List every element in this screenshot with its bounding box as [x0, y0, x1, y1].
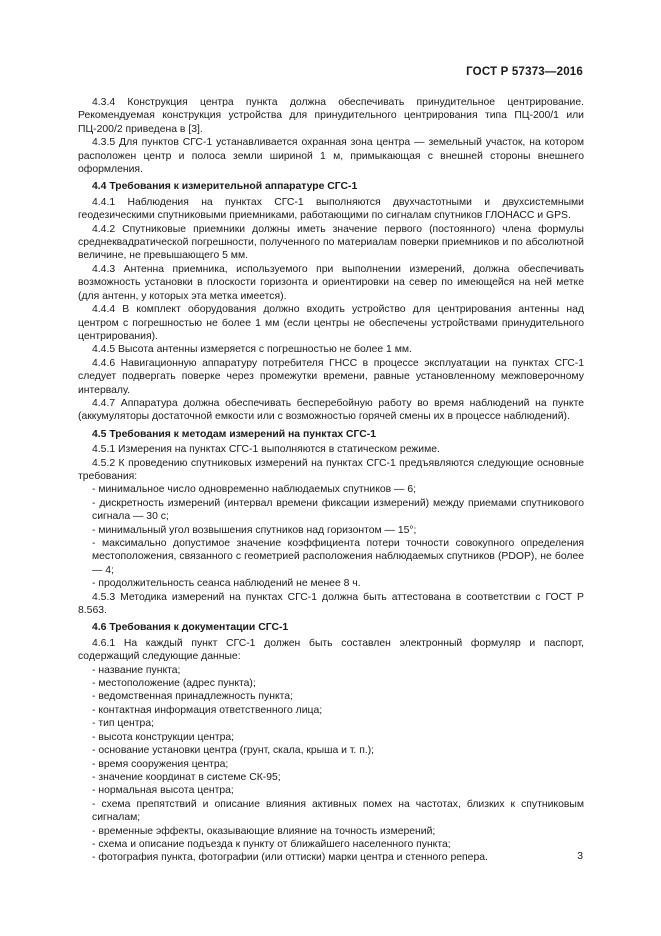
list-item: - основание установки центра (грунт, скала, крыша и т. п.); [92, 745, 375, 757]
paragraph: 4.4.4 В комплект оборудования должно входить устройство для центрирования антенны над центром с погрешностью не более 1 мм (если центры не обеспечены устройствами принудительного центрирования). [78, 304, 584, 342]
paragraph: 4.5.1 Измерения на пунктах СГС-1 выполняются в статическом режиме. [92, 444, 440, 456]
paragraph: 4.6.1 На каждый пункт СГС-1 должен быть составлен электронный формуляр и паспорт, содержащий следующие данные: [78, 637, 584, 663]
list-item: - значение координат в системе СК-95; [92, 771, 281, 783]
list-item: - продолжительность сеанса наблюдений не менее 8 ч. [92, 578, 361, 590]
section-heading: 4.5 Требования к методам измерений на пунктах СГС-1 [92, 428, 377, 440]
list-item: - высота конструкции центра; [92, 731, 235, 743]
list-item: - минимальное число одновременно наблюдаемых спутников — 6; [92, 484, 417, 496]
standard-header: ГОСТ Р 57373—2016 [466, 66, 583, 78]
paragraph: 4.5.2 К проведению спутниковых измерений на пунктах СГС-1 предъявляются следующие основные требования: [78, 457, 584, 482]
list-item: - максимально допустимое значение коэффициента потери точности совокупного определения местоположения, связанного с геометрией расположения наблюдаемых спутников (PDOP), не более — 4; [92, 538, 584, 576]
document-body [78, 96, 584, 865]
list-item: - фотография пункта, фотографии (или оттиски) марки центра и стенного репера. [92, 852, 488, 864]
section-heading: 4.4 Требования к измерительной аппаратуре СГС-1 [92, 181, 358, 193]
list-item: - минимальный угол возвышения спутников над горизонтом — 15°; [92, 524, 417, 536]
list-item: - схема и описание подъезда к пункту от ближайшего населенного пункта; [92, 838, 451, 850]
paragraph: 4.4.3 Антенна приемника, используемого при выполнении измерений, должна обеспечивать возможность установки в плоскости горизонта и ориентировки на север по имеющейся на ней метке (для антенн, у которых эта метка имеется). [78, 263, 584, 302]
list-item: - нормальная высота центра; [92, 785, 234, 797]
list-item: - схема препятствий и описание влияния активных помех на частотах, близких к спутниковым сигналам; [92, 798, 584, 824]
list-item: - тип центра; [92, 718, 154, 730]
paragraph: 4.4.2 Спутниковые приемники должны иметь значение первого (постоянного) члена формулы среднеквадратической погрешности, полученного по материалам поверки приемников и по абсолютной величине, не превышающего 5 мм. [78, 223, 584, 262]
paragraph: 4.4.1 Наблюдения на пунктах СГС-1 выполняются двухчастотными и двухсистемными геодезическими спутниковыми приемниками, работающими по сигналам спутников ГЛОНАСС и GPS. [78, 196, 584, 222]
list-item: - контактная информация ответственного лица; [92, 704, 323, 716]
paragraph: 4.4.5 Высота антенны измеряется с погрешностью не более 1 мм. [92, 344, 412, 356]
section-heading: 4.6 Требования к документации СГС-1 [92, 622, 289, 634]
list-item: - ведомственная принадлежность пункта; [92, 691, 293, 703]
paragraph: 4.5.3 Методика измерений на пунктах СГС-1 должна быть аттестована в соответствии с ГОСТ Р 8.563. [78, 591, 584, 617]
paragraph: 4.3.5 Для пунктов СГС-1 устанавливается охранная зона центра — земельный участок, на котором расположен центр и полоса земли шириной 1 м, примыкающая с внешней стороны внешнего оформления. [78, 137, 584, 176]
list-item: - временные эффекты, оказывающие влияние на точность измерений; [92, 825, 436, 837]
list-item: - время сооружения центра; [92, 758, 229, 770]
paragraph: 4.4.7 Аппаратура должна обеспечивать бесперебойную работу во время наблюдений на пункте (аккумуляторы достаточной емкости или с возможностью горячей смены их в процессе наблюдений). [78, 397, 584, 423]
list-item: - местоположение (адрес пункта); [92, 678, 256, 690]
page-number: 3 [577, 851, 583, 862]
paragraph: 4.3.4 Конструкция центра пункта должна обеспечивать принудительное центрирование. Рекомендуемая конструкция устройства для принудительного центрирования типа ПЦ-200/1 или ПЦ-200/2 приведена в [3]. [78, 97, 584, 135]
list-item: - дискретность измерений (интервал времени фиксации измерений) между приемами спутникового сигнала — 30 с; [92, 497, 584, 523]
list-item: - название пункта; [92, 664, 181, 676]
paragraph: 4.4.6 Навигационную аппаратуру потребителя ГНСС в процессе эксплуатации на пунктах СГС-1 следует подвергать поверке через промежутки времени, равные установленному межповерочному интервалу. [78, 357, 584, 396]
